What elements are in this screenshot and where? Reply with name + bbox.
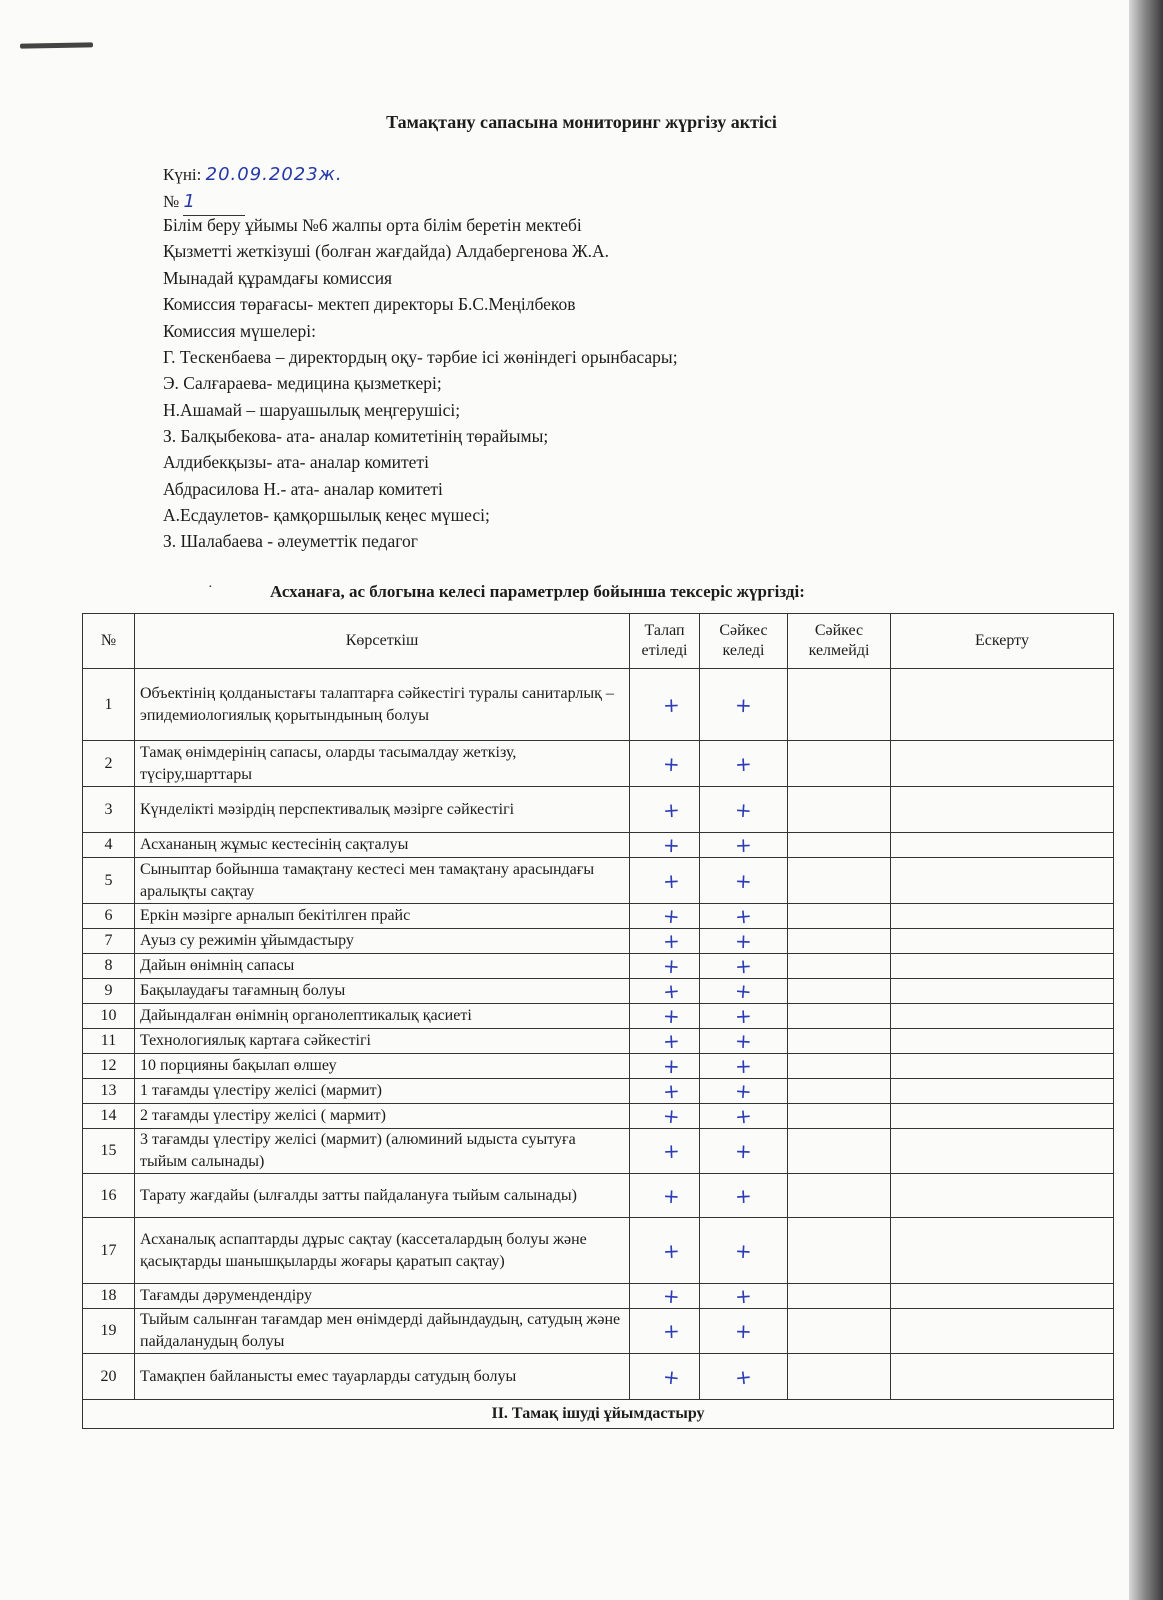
row-note bbox=[891, 1284, 1114, 1309]
row-number: 4 bbox=[83, 833, 135, 858]
table-row bbox=[83, 833, 1114, 858]
info-line: Білім беру ұйымы №6 жалпы орта білім беретін мектебі bbox=[163, 215, 582, 235]
row-required-mark: + bbox=[662, 1078, 681, 1104]
row-noncompliant bbox=[788, 1284, 891, 1309]
row-required-mark-cell bbox=[630, 833, 700, 858]
row-noncompliant bbox=[788, 1054, 891, 1079]
row-note bbox=[891, 1174, 1114, 1218]
row-compliant-mark: + bbox=[734, 832, 753, 858]
row-number: 19 bbox=[83, 1309, 135, 1354]
row-compliant-mark-cell bbox=[700, 858, 788, 904]
row-compliant-mark: + bbox=[734, 1238, 753, 1263]
row-indicator: Сыныптар бойынша тамақтану кестесі мен тамақтану арасындағы аралықты сақтау bbox=[135, 858, 630, 904]
row-indicator: Тарату жағдайы (ылғалды затты пайдалануға тыйым салынады) bbox=[135, 1174, 630, 1218]
row-note bbox=[891, 904, 1114, 929]
row-compliant-mark: + bbox=[734, 1078, 753, 1104]
row-number: 1 bbox=[83, 669, 135, 741]
document-title: Тамақтану сапасына мониторинг жүргізу актісі bbox=[386, 112, 777, 132]
row-noncompliant bbox=[788, 1354, 891, 1400]
row-required-mark: + bbox=[662, 1318, 681, 1344]
row-required-mark: + bbox=[662, 868, 681, 893]
row-compliant-mark-cell bbox=[700, 1054, 788, 1079]
row-number: 9 bbox=[83, 979, 135, 1004]
row-number: 14 bbox=[83, 1104, 135, 1129]
row-required-mark-cell bbox=[630, 1174, 700, 1218]
col-header-compliant: Сәйкес келеді bbox=[700, 614, 788, 669]
table-row bbox=[83, 1174, 1114, 1218]
scanner-edge-shadow bbox=[1129, 0, 1163, 1600]
row-compliant-mark-cell bbox=[700, 1218, 788, 1284]
col-header-note: Ескерту bbox=[891, 614, 1114, 669]
row-note bbox=[891, 787, 1114, 833]
row-indicator: Күнделікті мәзірдің перспективалық мәзірге сәйкестігі bbox=[135, 787, 630, 833]
corner-pen-mark bbox=[20, 42, 93, 48]
row-indicator: Еркін мәзірге арналып бекітілген прайс bbox=[135, 904, 630, 929]
row-noncompliant bbox=[788, 1129, 891, 1174]
row-required-mark: + bbox=[662, 1003, 681, 1029]
row-note bbox=[891, 954, 1114, 979]
row-required-mark-cell bbox=[630, 1029, 700, 1054]
row-indicator: Асхананың жұмыс кестесінің сақталуы bbox=[135, 833, 630, 858]
row-indicator: 2 тағамды үлестіру желісі ( мармит) bbox=[135, 1104, 630, 1129]
row-compliant-mark-cell bbox=[700, 833, 788, 858]
row-compliant-mark: + bbox=[734, 1283, 753, 1309]
row-required-mark: + bbox=[662, 903, 681, 929]
row-note bbox=[891, 1029, 1114, 1054]
row-note bbox=[891, 858, 1114, 904]
row-compliant-mark-cell bbox=[700, 954, 788, 979]
row-compliant-mark-cell bbox=[700, 1104, 788, 1129]
row-note bbox=[891, 833, 1114, 858]
row-required-mark-cell bbox=[630, 1218, 700, 1284]
row-number: 3 bbox=[83, 787, 135, 833]
row-number: 20 bbox=[83, 1354, 135, 1400]
info-line: З. Балқыбекова- ата- аналар комитетінің төрайымы; bbox=[163, 426, 549, 446]
table-header-row bbox=[83, 614, 1114, 669]
row-noncompliant bbox=[788, 1309, 891, 1354]
row-indicator: Асханалық аспаптарды дұрыс сақтау (кассеталардың болуы және қасықтарды шанышқыларды жоғары қаратып сақтау) bbox=[135, 1218, 630, 1284]
row-compliant-mark: + bbox=[734, 1003, 753, 1029]
row-indicator: Тағамды дәрумендендіру bbox=[135, 1284, 630, 1309]
col-header-num: № bbox=[83, 614, 135, 669]
row-number: 16 bbox=[83, 1174, 135, 1218]
row-indicator: Тамақпен байланысты емес тауарларды сатудың болуы bbox=[135, 1354, 630, 1400]
row-required-mark-cell bbox=[630, 1054, 700, 1079]
info-line: А.Есдаулетов- қамқоршылық кеңес мүшесі; bbox=[163, 505, 490, 525]
row-noncompliant bbox=[788, 858, 891, 904]
col-header-noncompliant: Сәйкес келмейді bbox=[788, 614, 891, 669]
row-indicator: 3 тағамды үлестіру желісі (мармит) (алюминий ыдыста суытуға тыйым салынады) bbox=[135, 1129, 630, 1174]
row-note bbox=[891, 1354, 1114, 1400]
table-row bbox=[83, 979, 1114, 1004]
row-required-mark: + bbox=[662, 978, 681, 1004]
row-required-mark: + bbox=[662, 751, 681, 776]
section-footer-row bbox=[83, 1400, 1114, 1429]
row-indicator: Объектінің қолданыстағы талаптарға сәйкестігі туралы санитарлық – эпидемиологиялық қорытындының болуы bbox=[135, 669, 630, 741]
row-required-mark-cell bbox=[630, 787, 700, 833]
date-value: 20.09.2023ж. bbox=[205, 164, 343, 185]
row-compliant-mark-cell bbox=[700, 669, 788, 741]
date-line bbox=[163, 162, 343, 188]
row-compliant-mark: + bbox=[734, 692, 753, 717]
row-compliant-mark-cell bbox=[700, 1029, 788, 1054]
table-row bbox=[83, 1309, 1114, 1354]
row-compliant-mark: + bbox=[734, 953, 753, 979]
row-required-mark: + bbox=[662, 832, 681, 858]
row-required-mark-cell bbox=[630, 979, 700, 1004]
row-required-mark-cell bbox=[630, 1104, 700, 1129]
row-number: 5 bbox=[83, 858, 135, 904]
info-line: Қызметті жеткізуші (болған жағдайда) Алдабергенова Ж.А. bbox=[163, 241, 610, 261]
col-header-required: Талап етіледі bbox=[630, 614, 700, 669]
number-line bbox=[163, 189, 245, 216]
row-compliant-mark: + bbox=[734, 1053, 753, 1079]
row-indicator: Тыйым салынған тағамдар мен өнімдерді дайындаудың, сатудың және пайдаланудың болуы bbox=[135, 1309, 630, 1354]
table-row bbox=[83, 1079, 1114, 1104]
row-compliant-mark: + bbox=[734, 1183, 753, 1208]
row-required-mark-cell bbox=[630, 858, 700, 904]
row-number: 11 bbox=[83, 1029, 135, 1054]
row-noncompliant bbox=[788, 1029, 891, 1054]
table-row bbox=[83, 1029, 1114, 1054]
col-header-indicator: Көрсеткіш bbox=[135, 614, 630, 669]
row-number: 17 bbox=[83, 1218, 135, 1284]
row-indicator: Дайын өнімнің сапасы bbox=[135, 954, 630, 979]
info-line: Абдрасилова Н.- ата- аналар комитеті bbox=[163, 479, 443, 499]
row-noncompliant bbox=[788, 1174, 891, 1218]
table-row bbox=[83, 858, 1114, 904]
row-compliant-mark-cell bbox=[700, 741, 788, 787]
table-row bbox=[83, 1354, 1114, 1400]
table-row bbox=[83, 669, 1114, 741]
row-compliant-mark: + bbox=[734, 796, 753, 823]
row-compliant-mark-cell bbox=[700, 1079, 788, 1104]
row-noncompliant bbox=[788, 929, 891, 954]
row-indicator: 10 порцияны бақылап өлшеу bbox=[135, 1054, 630, 1079]
info-line: Э. Салғараева- медицина қызметкері; bbox=[163, 373, 442, 393]
row-indicator: Тамақ өнімдерінің сапасы, оларды тасымалдау жеткізу, түсіру,шарттары bbox=[135, 741, 630, 787]
row-note bbox=[891, 1054, 1114, 1079]
row-required-mark: + bbox=[662, 928, 681, 954]
table-row bbox=[83, 741, 1114, 787]
table-title: Асханаға, ас блогына келесі параметрлер бойынша тексеріс жүргізді: bbox=[270, 582, 805, 601]
row-compliant-mark: + bbox=[734, 751, 753, 776]
table-row bbox=[83, 1054, 1114, 1079]
table-row bbox=[83, 1104, 1114, 1129]
row-compliant-mark-cell bbox=[700, 1309, 788, 1354]
row-required-mark-cell bbox=[630, 929, 700, 954]
row-required-mark: + bbox=[662, 1138, 681, 1164]
row-required-mark: + bbox=[662, 1028, 681, 1054]
row-compliant-mark: + bbox=[734, 903, 753, 929]
info-line: З. Шалабаева - әлеуметтік педагог bbox=[163, 531, 418, 551]
row-noncompliant bbox=[788, 1079, 891, 1104]
info-line: Мынадай құрамдағы комиссия bbox=[163, 268, 393, 288]
info-line: Комиссия төрағасы- мектеп директоры Б.С.Меңілбеков bbox=[163, 294, 576, 314]
row-compliant-mark-cell bbox=[700, 1354, 788, 1400]
row-required-mark-cell bbox=[630, 954, 700, 979]
row-noncompliant bbox=[788, 1004, 891, 1029]
table-row bbox=[83, 1004, 1114, 1029]
row-compliant-mark: + bbox=[734, 1138, 753, 1164]
table-row bbox=[83, 904, 1114, 929]
table-row bbox=[83, 929, 1114, 954]
row-note bbox=[891, 741, 1114, 787]
row-required-mark: + bbox=[662, 1283, 681, 1309]
row-note bbox=[891, 1004, 1114, 1029]
row-required-mark: + bbox=[662, 1238, 681, 1263]
info-line: Комиссия мүшелері: bbox=[163, 321, 317, 341]
row-number: 6 bbox=[83, 904, 135, 929]
row-number: 2 bbox=[83, 741, 135, 787]
row-required-mark-cell bbox=[630, 1004, 700, 1029]
row-note bbox=[891, 1079, 1114, 1104]
row-required-mark: + bbox=[662, 692, 681, 717]
row-indicator: Ауыз су режимін ұйымдастыру bbox=[135, 929, 630, 954]
row-noncompliant bbox=[788, 1104, 891, 1129]
row-noncompliant bbox=[788, 833, 891, 858]
number-value: 1 bbox=[183, 191, 196, 212]
row-noncompliant bbox=[788, 954, 891, 979]
row-required-mark: + bbox=[662, 1183, 681, 1208]
row-noncompliant bbox=[788, 979, 891, 1004]
info-line: Н.Ашамай – шаруашылық меңгерушісі; bbox=[163, 400, 461, 420]
row-noncompliant bbox=[788, 1218, 891, 1284]
row-note bbox=[891, 1309, 1114, 1354]
row-compliant-mark: + bbox=[734, 978, 753, 1004]
row-number: 18 bbox=[83, 1284, 135, 1309]
row-noncompliant bbox=[788, 787, 891, 833]
table-row bbox=[83, 1284, 1114, 1309]
row-note bbox=[891, 929, 1114, 954]
date-label: Күні: bbox=[163, 165, 202, 184]
row-number: 12 bbox=[83, 1054, 135, 1079]
monitoring-table bbox=[82, 613, 1114, 1429]
row-required-mark: + bbox=[662, 796, 681, 823]
row-indicator: Бақылаудағы тағамның болуы bbox=[135, 979, 630, 1004]
row-required-mark-cell bbox=[630, 669, 700, 741]
row-required-mark: + bbox=[662, 953, 681, 979]
table-row bbox=[83, 787, 1114, 833]
row-compliant-mark-cell bbox=[700, 929, 788, 954]
row-number: 7 bbox=[83, 929, 135, 954]
row-required-mark: + bbox=[662, 1053, 681, 1079]
row-noncompliant bbox=[788, 741, 891, 787]
number-label: № bbox=[163, 192, 180, 211]
row-compliant-mark: + bbox=[734, 1103, 753, 1129]
row-number: 15 bbox=[83, 1129, 135, 1174]
row-indicator: 1 тағамды үлестіру желісі (мармит) bbox=[135, 1079, 630, 1104]
row-number: 10 bbox=[83, 1004, 135, 1029]
table-row bbox=[83, 1218, 1114, 1284]
row-compliant-mark: + bbox=[734, 868, 753, 893]
table-row bbox=[83, 954, 1114, 979]
row-required-mark-cell bbox=[630, 741, 700, 787]
row-compliant-mark: + bbox=[734, 928, 753, 954]
row-required-mark-cell bbox=[630, 1079, 700, 1104]
row-compliant-mark-cell bbox=[700, 1004, 788, 1029]
row-compliant-mark-cell bbox=[700, 1174, 788, 1218]
row-compliant-mark: + bbox=[733, 1363, 754, 1390]
row-required-mark-cell bbox=[630, 1284, 700, 1309]
row-compliant-mark: + bbox=[734, 1318, 753, 1344]
row-compliant-mark-cell bbox=[700, 1284, 788, 1309]
row-required-mark-cell bbox=[630, 1354, 700, 1400]
row-compliant-mark-cell bbox=[700, 979, 788, 1004]
row-indicator: Технологиялық картаға сәйкестігі bbox=[135, 1029, 630, 1054]
row-required-mark-cell bbox=[630, 904, 700, 929]
row-number: 13 bbox=[83, 1079, 135, 1104]
row-note bbox=[891, 1104, 1114, 1129]
table-row bbox=[83, 1129, 1114, 1174]
row-compliant-mark: + bbox=[734, 1028, 753, 1054]
row-noncompliant bbox=[788, 904, 891, 929]
info-line: Г. Тескенбаева – директордың оқу- тәрбие ісі жөніндегі орынбасары; bbox=[163, 347, 678, 367]
row-note bbox=[891, 1218, 1114, 1284]
row-required-mark: + bbox=[661, 1363, 682, 1390]
row-compliant-mark-cell bbox=[700, 787, 788, 833]
row-required-mark-cell bbox=[630, 1129, 700, 1174]
row-note bbox=[891, 1129, 1114, 1174]
row-indicator: Дайындалған өнімнің органолептикалық қасиеті bbox=[135, 1004, 630, 1029]
row-noncompliant bbox=[788, 669, 891, 741]
bullet-dot: · bbox=[208, 580, 213, 595]
section-footer: II. Тамақ ішуді ұйымдастыру bbox=[83, 1400, 1114, 1429]
row-compliant-mark-cell bbox=[700, 904, 788, 929]
row-required-mark: + bbox=[662, 1103, 681, 1129]
row-note bbox=[891, 979, 1114, 1004]
info-line: Алдибекқызы- ата- аналар комитеті bbox=[163, 452, 429, 472]
row-compliant-mark-cell bbox=[700, 1129, 788, 1174]
row-note bbox=[891, 669, 1114, 741]
row-required-mark-cell bbox=[630, 1309, 700, 1354]
row-number: 8 bbox=[83, 954, 135, 979]
